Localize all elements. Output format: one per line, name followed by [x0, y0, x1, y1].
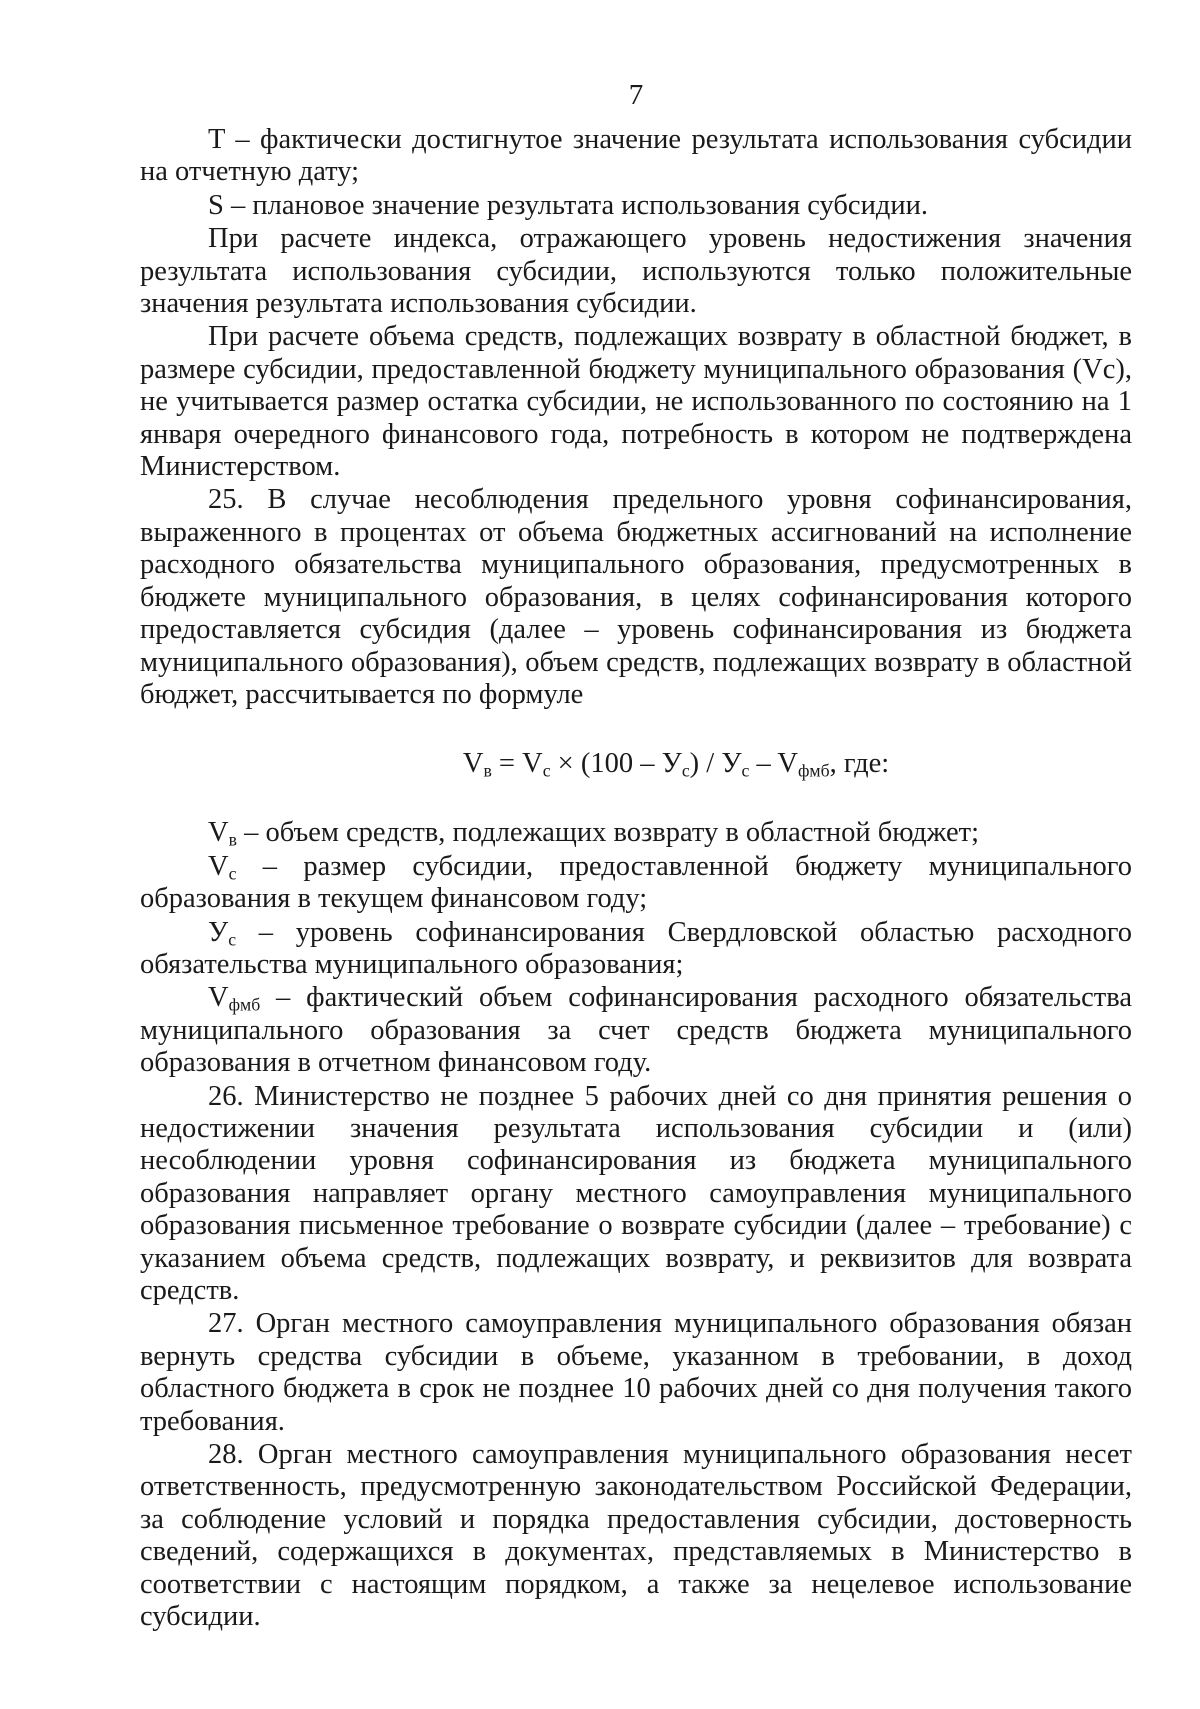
- paragraph-clause-28: 28. Орган местного самоуправления муниципального образования несет ответственность, предусмотренную законодательством Российской Федерации, за соблюдение условий и порядка предоставления субсидии, достоверность сведений, содержащихся в документах, представляемых в Министерство в соответствии с настоящим порядком, а также за нецелевое использование субсидии.: [140, 1439, 1132, 1633]
- definition-vf-text: – фактический объем софинансирования расходного обязательства муниципального образования за счет средств бюджета муниципального образования в отчетном финансовом году.: [140, 982, 1132, 1079]
- definition-vb-symbol: V: [208, 817, 229, 849]
- definition-vb-sub: в: [228, 829, 237, 850]
- definition-vf: [140, 982, 1132, 1079]
- formula-eq: =: [491, 748, 523, 780]
- paragraph-t-definition: T – фактически достигнутое значение результата использования субсидии на отчетную дату;: [140, 124, 1132, 188]
- formula-v: V: [462, 748, 484, 780]
- paragraph-s-definition: S – плановое значение результата использования субсидии.: [208, 189, 928, 221]
- formula-uc: У: [661, 748, 682, 780]
- paragraph-refund-volume: При расчете объема средств, подлежащих возврату в областной бюджет, в размере субсидии, предоставленной бюджету муниципального образования (Vc), не учитывается размер остатка субсидии, не использованного по состоянию на 1 января очередного финансового года, потребность в котором не подтверждена Министерством.: [140, 321, 1132, 483]
- formula-mid: × (100 –: [550, 748, 662, 780]
- formula-minus: –: [749, 748, 778, 780]
- definition-vc-text: – размер субсидии, предоставленной бюджету муниципального образования в текущем финансовом году;: [140, 850, 1132, 915]
- document-page: [140, 78, 1132, 1634]
- formula-vc: V: [522, 748, 543, 780]
- formula-vf: V: [777, 748, 798, 780]
- refund-formula: [140, 747, 1132, 781]
- paragraph-clause-27: 27. Орган местного самоуправления муниципального образования обязан вернуть средства субсидии в объеме, указанном в требовании, в доход областного бюджета в срок не позднее 10 рабочих дней со дня получения такого требования.: [140, 1308, 1132, 1437]
- formula-tail: , где:: [829, 748, 890, 780]
- definition-vc-sub: c: [228, 863, 237, 884]
- paragraph-clause-25: 25. В случае несоблюдения предельного уровня софинансирования, выраженного в процентах от объема бюджетных ассигнований на исполнение расходного обязательства муниципального образования, предусмотренных в бюджете муниципального образования, в целях софинансирования которого предоставляется субсидия (далее – уровень софинансирования из бюджета муниципального образования), объем средств, подлежащих возврату в областной бюджет, рассчитывается по формуле: [140, 484, 1132, 710]
- formula-uc2: У: [721, 748, 742, 780]
- definition-vb-text: – объем средств, подлежащих возврату в областной бюджет;: [236, 817, 979, 849]
- definition-vf-symbol: V: [208, 982, 229, 1014]
- definition-vc-symbol: V: [208, 850, 229, 882]
- formula-uc-sub: c: [681, 760, 690, 781]
- formula-v-sub: в: [483, 760, 492, 781]
- page-number: 7: [628, 79, 644, 111]
- paragraph-index-calculation: При расчете индекса, отражающего уровень недостижения значения результата использования субсидии, используются только положительные значения результата использования субсидии.: [140, 223, 1132, 320]
- definition-uc-sub: c: [228, 928, 237, 949]
- formula-vc-sub: c: [542, 760, 551, 781]
- formula-div: ) /: [689, 748, 722, 780]
- definition-uc-symbol: У: [208, 916, 229, 948]
- paragraph-clause-26: 26. Министерство не позднее 5 рабочих дней со дня принятия решения о недостижении значения результата использования субсидии и (или) несоблюдении уровня софинансирования из бюджета муниципального образования направляет органу местного самоуправления муниципального образования письменное требование о возврате субсидии (далее – требование) с указанием объема средств, подлежащих возврату, и реквизитов для возврата средств.: [140, 1080, 1132, 1306]
- definition-vc: [140, 851, 1132, 916]
- formula-vf-sub: фмб: [797, 760, 830, 781]
- definition-uc-text: – уровень софинансирования Свердловской областью расходного обязательства муниципального образования;: [140, 916, 1132, 980]
- definition-vb: [140, 817, 1132, 849]
- formula-uc2-sub: c: [741, 760, 750, 781]
- definition-uc: [140, 917, 1132, 982]
- definition-vf-sub: фмб: [228, 994, 261, 1015]
